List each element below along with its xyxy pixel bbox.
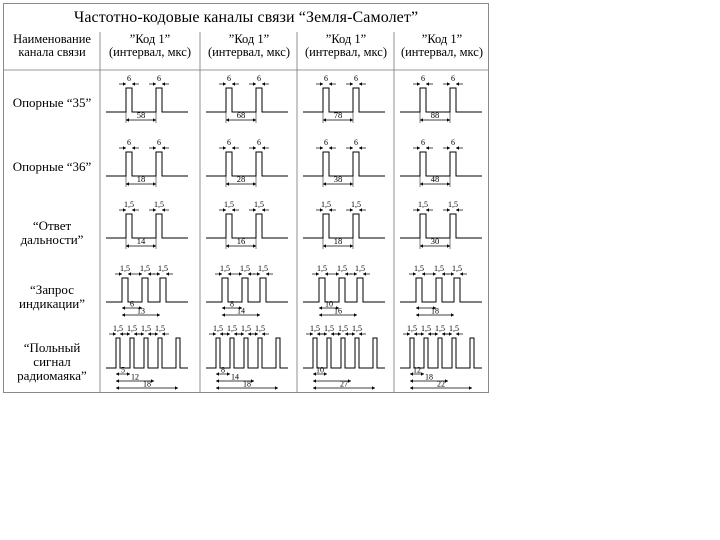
interval-label: 18	[333, 236, 343, 246]
pulse-diagram-cell	[102, 138, 196, 196]
pulse-diagram-cell	[202, 74, 296, 132]
interval-label: 28	[236, 174, 246, 184]
interval-label: 8	[221, 365, 225, 375]
dimension-arrow	[123, 82, 126, 86]
pulse-width-label: 1,5	[120, 264, 130, 273]
pulse-diagram	[299, 264, 393, 322]
pulse-width-label: 1,5	[241, 324, 251, 333]
pulse-diagram-cell	[396, 138, 490, 196]
dimension-arrow	[410, 379, 413, 383]
dimension-arrow	[359, 82, 362, 86]
pulse-diagram	[102, 264, 196, 322]
pulse-width-label: 6	[421, 138, 425, 147]
dimension-arrow	[226, 244, 229, 248]
pulse-width-label: 1,5	[213, 324, 223, 333]
pulse-width-label: 1,5	[414, 264, 424, 273]
dimension-arrow	[469, 386, 472, 390]
dimension-arrow	[359, 146, 362, 150]
column-header-code-4	[396, 33, 488, 59]
pulse-width-label: 6	[227, 74, 231, 83]
interval-label: 13	[137, 306, 145, 316]
dimension-arrow	[320, 146, 323, 150]
dimension-arrow	[232, 146, 235, 150]
pulse-group	[206, 74, 288, 123]
pulse-width-label: 1,5	[324, 324, 334, 333]
column-header-name	[6, 33, 98, 59]
row-label-line: сигнал	[33, 354, 71, 369]
row-label-line: радиомаяка”	[17, 368, 87, 383]
dimension-arrow	[447, 182, 450, 186]
pulse-width-label: 1,5	[310, 324, 320, 333]
pulse-diagram	[396, 264, 490, 322]
row-label-line: “Запрос	[30, 282, 74, 297]
pulse-width-label: 1,5	[254, 200, 264, 209]
pulse-width-label: 6	[157, 138, 161, 147]
interval-label: 12	[131, 372, 139, 382]
pulse-width-label: 1,5	[155, 324, 165, 333]
column-header-name-line: Наименование	[13, 32, 91, 46]
pulse-diagram	[396, 200, 490, 258]
pulse-group	[106, 138, 188, 187]
pulse-width-label: 1,5	[407, 324, 417, 333]
pulse-diagram	[202, 324, 296, 390]
pulse-diagram	[102, 74, 196, 132]
pulse-diagram-cell	[202, 324, 296, 390]
dimension-arrow	[420, 244, 423, 248]
pulse-diagram	[396, 324, 490, 390]
pulse-diagram	[299, 138, 393, 196]
dimension-arrow	[227, 372, 230, 376]
dimension-arrow	[126, 182, 129, 186]
interval-label: 12	[413, 365, 421, 375]
pulse-waveform	[206, 338, 288, 368]
interval-label: 14	[136, 236, 146, 246]
dimension-arrow	[350, 146, 353, 150]
pulse-waveform	[206, 278, 288, 302]
dimension-arrow	[426, 82, 429, 86]
pulse-group	[303, 200, 385, 249]
pulse-width-label: 1,5	[113, 324, 123, 333]
row-label-opornye-36	[6, 160, 98, 174]
pulse-diagram	[299, 200, 393, 258]
pulse-width-label: 6	[127, 138, 131, 147]
dimension-arrow	[257, 313, 260, 317]
pulse-width-label: 1,5	[351, 200, 361, 209]
row-label-opornye-35	[6, 96, 98, 110]
pulse-diagram	[102, 324, 196, 390]
interval-label: 18	[243, 379, 251, 389]
pulse-waveform	[303, 88, 385, 112]
dimension-arrow	[350, 118, 353, 122]
pulse-diagram	[202, 200, 296, 258]
dimension-arrow	[262, 146, 265, 150]
pulse-width-label: 1,5	[240, 264, 250, 273]
pulse-width-label: 1,5	[421, 324, 431, 333]
dimension-arrow	[153, 118, 156, 122]
dimension-arrow	[329, 82, 332, 86]
interval-label: 18	[425, 372, 433, 382]
pulse-width-label: 6	[324, 138, 328, 147]
dimension-arrow	[132, 82, 135, 86]
dimension-arrow	[223, 82, 226, 86]
pulse-diagram	[299, 324, 393, 390]
dimension-arrow	[350, 244, 353, 248]
column-header-code: ”Код 1”	[228, 32, 270, 46]
dimension-arrow	[323, 118, 326, 122]
interval-label: 30	[430, 236, 440, 246]
pulse-width-label: 1,5	[321, 200, 331, 209]
pulse-width-label: 1,5	[227, 324, 237, 333]
interval-label: 16	[236, 236, 246, 246]
pulse-waveform	[303, 152, 385, 176]
pulse-width-label: 1,5	[355, 264, 365, 273]
dimension-arrow	[447, 118, 450, 122]
document-title: Частотно-кодовые каналы связи “Земля-Самолет”	[73, 9, 419, 26]
dimension-arrow	[122, 313, 125, 317]
pulse-diagram-cell	[202, 200, 296, 258]
dimension-arrow	[251, 379, 254, 383]
dimension-arrow	[162, 146, 165, 150]
dimension-arrow	[253, 118, 256, 122]
interval-label: 10	[316, 365, 324, 375]
dimension-arrow	[350, 182, 353, 186]
dimension-arrow	[132, 146, 135, 150]
pulse-group	[206, 200, 288, 249]
pulse-diagram	[202, 74, 296, 132]
pulse-diagram-cell	[299, 74, 393, 132]
pulse-waveform	[106, 152, 188, 176]
pulse-group	[106, 200, 188, 249]
pulse-width-label: 1,5	[452, 264, 462, 273]
pulse-width-label: 1,5	[141, 324, 151, 333]
pulse-diagram-cell	[202, 264, 296, 322]
column-header-code: ”Код 1”	[421, 32, 463, 46]
pulse-group	[400, 200, 482, 249]
dimension-arrow	[126, 118, 129, 122]
column-header-code-3	[299, 33, 393, 59]
dimension-arrow	[216, 379, 219, 383]
pulse-width-label: 6	[157, 74, 161, 83]
pulse-waveform	[106, 88, 188, 112]
row-label-otvet-dalnosti	[6, 219, 98, 247]
pulse-diagram-cell	[102, 264, 196, 322]
pulse-diagram-cell	[396, 74, 490, 132]
pulse-diagram	[396, 138, 490, 196]
column-header-unit: (интервал, мкс)	[400, 45, 484, 59]
row-label-line: Опорные “36”	[12, 159, 92, 174]
row-label-polnyi-signal	[6, 341, 98, 383]
pulse-width-label: 1,5	[127, 324, 137, 333]
pulse-width-label: 1,5	[317, 264, 327, 273]
dimension-arrow	[350, 82, 353, 86]
pulse-group	[400, 138, 482, 187]
interval-label: 48	[430, 174, 440, 184]
row-label-line: Опорные “35”	[12, 95, 92, 110]
pulse-width-label: 1,5	[435, 324, 445, 333]
pulse-group	[303, 74, 385, 123]
dimension-arrow	[153, 244, 156, 248]
pulse-diagram	[102, 200, 196, 258]
dimension-arrow	[447, 244, 450, 248]
interval-label: 22	[437, 379, 445, 389]
dimension-arrow	[313, 386, 316, 390]
pulse-width-label: 1,5	[224, 200, 234, 209]
pulse-group	[303, 324, 385, 390]
pulse-diagram-cell	[396, 264, 490, 322]
pulse-waveform	[206, 214, 288, 238]
dimension-arrow	[153, 182, 156, 186]
interval-label: 10	[325, 299, 333, 309]
pulse-width-label: 6	[354, 138, 358, 147]
pulse-width-label: 6	[257, 138, 261, 147]
dimension-arrow	[262, 82, 265, 86]
column-header-code: ”Код 1”	[325, 32, 367, 46]
dimension-arrow	[127, 372, 130, 376]
pulse-waveform	[400, 278, 482, 302]
interval-label: 18	[431, 306, 439, 316]
pulse-width-label: 6	[451, 138, 455, 147]
dimension-arrow	[275, 386, 278, 390]
pulse-group	[400, 264, 482, 317]
pulse-waveform	[206, 152, 288, 176]
dimension-arrow	[216, 386, 219, 390]
pulse-width-label: 1,5	[124, 200, 134, 209]
dimension-arrow	[451, 313, 454, 317]
pulse-width-label: 6	[324, 74, 328, 83]
pulse-width-label: 1,5	[258, 264, 268, 273]
dimension-arrow	[323, 244, 326, 248]
dimension-arrow	[222, 306, 225, 310]
pulse-diagram-cell	[299, 138, 393, 196]
dimension-arrow	[456, 82, 459, 86]
dimension-arrow	[416, 313, 419, 317]
pulse-diagram	[299, 74, 393, 132]
dimension-arrow	[116, 372, 119, 376]
pulse-group	[400, 74, 482, 123]
dimension-arrow	[417, 146, 420, 150]
interval-label: 88	[430, 110, 440, 120]
dimension-arrow	[421, 372, 424, 376]
dimension-arrow	[323, 182, 326, 186]
pulse-width-label: 6	[421, 74, 425, 83]
interval-label: 14	[231, 372, 239, 382]
dimension-arrow	[320, 82, 323, 86]
pulse-group	[206, 264, 288, 317]
interval-label: 14	[237, 306, 245, 316]
dimension-arrow	[116, 386, 119, 390]
interval-label: 68	[236, 110, 246, 120]
dimension-arrow	[324, 372, 327, 376]
pulse-group	[400, 324, 482, 390]
pulse-group	[106, 324, 188, 390]
dimension-arrow	[123, 146, 126, 150]
dimension-arrow	[447, 82, 450, 86]
dimension-arrow	[253, 182, 256, 186]
row-label-line: дальности”	[20, 232, 84, 247]
interval-label: 78	[333, 110, 343, 120]
dimension-arrow	[410, 386, 413, 390]
column-header-unit: (интервал, мкс)	[207, 45, 291, 59]
column-header-unit: (интервал, мкс)	[108, 45, 192, 59]
dimension-arrow	[420, 182, 423, 186]
dimension-arrow	[445, 379, 448, 383]
dimension-arrow	[348, 379, 351, 383]
dimension-arrow	[416, 306, 419, 310]
pulse-group	[106, 74, 188, 123]
dimension-arrow	[153, 146, 156, 150]
pulse-group	[303, 138, 385, 187]
pulse-width-label: 6	[354, 74, 358, 83]
pulse-width-label: 1,5	[418, 200, 428, 209]
pulse-diagram	[396, 74, 490, 132]
pulse-group	[206, 324, 288, 390]
interval-label: 5	[121, 365, 125, 375]
dimension-arrow	[447, 146, 450, 150]
pulse-width-label: 6	[451, 74, 455, 83]
interval-label: 8	[230, 299, 234, 309]
pulse-waveform	[400, 88, 482, 112]
pulse-group	[303, 264, 385, 317]
pulse-waveform	[106, 214, 188, 238]
pulse-diagram-cell	[396, 200, 490, 258]
pulse-width-label: 1,5	[434, 264, 444, 273]
pulse-waveform	[106, 278, 188, 302]
pulse-waveform	[303, 278, 385, 302]
pulse-width-label: 1,5	[220, 264, 230, 273]
pulse-width-label: 6	[127, 74, 131, 83]
dimension-arrow	[216, 372, 219, 376]
column-header-name-line: канала связи	[18, 45, 86, 59]
dimension-arrow	[253, 146, 256, 150]
pulse-width-label: 1,5	[449, 324, 459, 333]
pulse-group	[106, 264, 188, 317]
interval-label: 38	[333, 174, 343, 184]
interval-label: 18	[143, 379, 151, 389]
pulse-diagram-cell	[299, 264, 393, 322]
dimension-arrow	[417, 82, 420, 86]
interval-label: 6	[130, 299, 134, 309]
dimension-arrow	[329, 146, 332, 150]
dimension-arrow	[153, 82, 156, 86]
pulse-waveform	[303, 338, 385, 368]
pulse-width-label: 1,5	[352, 324, 362, 333]
row-label-line: индикации”	[18, 296, 85, 311]
row-label-zapros-indikacii	[6, 283, 98, 311]
pulse-width-label: 1,5	[337, 264, 347, 273]
dimension-arrow	[222, 313, 225, 317]
dimension-arrow	[151, 379, 154, 383]
dimension-arrow	[319, 306, 322, 310]
dimension-arrow	[126, 244, 129, 248]
column-header-code-1	[102, 33, 198, 59]
pulse-group	[206, 138, 288, 187]
dimension-arrow	[162, 82, 165, 86]
dimension-arrow	[226, 182, 229, 186]
dimension-arrow	[232, 82, 235, 86]
dimension-arrow	[253, 244, 256, 248]
interval-label: 58	[136, 110, 146, 120]
dimension-arrow	[426, 146, 429, 150]
interval-label: 18	[136, 174, 146, 184]
pulse-diagram-cell	[396, 324, 490, 390]
pulse-width-label: 6	[227, 138, 231, 147]
dimension-arrow	[456, 146, 459, 150]
pulse-width-label: 1,5	[448, 200, 458, 209]
pulse-width-label: 1,5	[154, 200, 164, 209]
column-header-code-2	[202, 33, 296, 59]
pulse-waveform	[400, 152, 482, 176]
pulse-width-label: 1,5	[338, 324, 348, 333]
dimension-arrow	[420, 118, 423, 122]
pulse-waveform	[400, 214, 482, 238]
pulse-waveform	[106, 338, 188, 368]
dimension-arrow	[175, 386, 178, 390]
dimension-arrow	[157, 313, 160, 317]
pulse-diagram-cell	[299, 200, 393, 258]
pulse-diagram	[202, 138, 296, 196]
column-header-code: ”Код 1”	[129, 32, 171, 46]
interval-label: 27	[340, 379, 348, 389]
pulse-width-label: 1,5	[255, 324, 265, 333]
dimension-arrow	[372, 386, 375, 390]
pulse-diagram-cell	[299, 324, 393, 390]
dimension-arrow	[226, 118, 229, 122]
dimension-arrow	[253, 82, 256, 86]
interval-label: 16	[334, 306, 342, 316]
pulse-diagram-cell	[102, 74, 196, 132]
dimension-arrow	[354, 313, 357, 317]
row-label-line: “Польный	[23, 340, 81, 355]
pulse-diagram	[202, 264, 296, 322]
pulse-waveform	[303, 214, 385, 238]
dimension-arrow	[319, 313, 322, 317]
pulse-width-label: 1,5	[140, 264, 150, 273]
dimension-arrow	[223, 146, 226, 150]
column-header-unit: (интервал, мкс)	[304, 45, 388, 59]
pulse-width-label: 6	[257, 74, 261, 83]
pulse-waveform	[206, 88, 288, 112]
pulse-waveform	[400, 338, 482, 368]
pulse-width-label: 1,5	[158, 264, 168, 273]
dimension-arrow	[116, 379, 119, 383]
dimension-arrow	[122, 306, 125, 310]
dimension-arrow	[313, 379, 316, 383]
pulse-diagram	[102, 138, 196, 196]
pulse-diagram-cell	[202, 138, 296, 196]
pulse-diagram-cell	[102, 200, 196, 258]
pulse-diagram-cell	[102, 324, 196, 390]
document-page	[3, 3, 489, 393]
row-label-line: “Ответ	[32, 218, 72, 233]
